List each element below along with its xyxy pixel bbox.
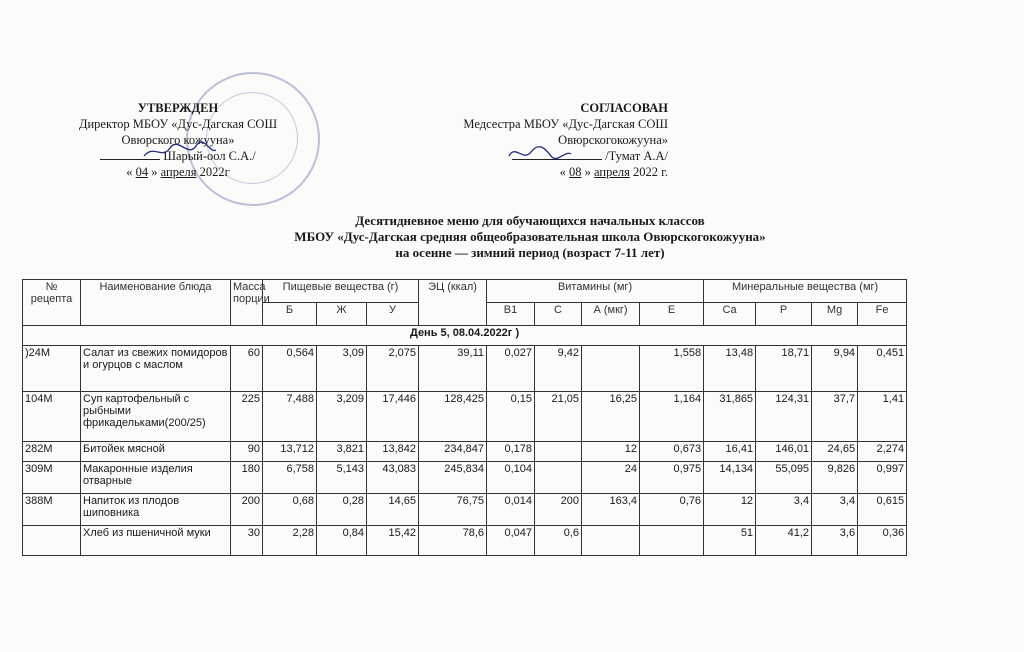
cell-u: 14,65 [367,494,419,526]
cell-v1: 0,047 [487,526,535,556]
cell-dish: Салат из свежих помидоров и огурцов с маслом [81,346,231,392]
cell-zh: 5,143 [317,462,367,494]
subheader-c: С [535,303,582,326]
cell-mg: 9,826 [812,462,858,494]
subheader-mg: Mg [812,303,858,326]
cell-a: 163,4 [582,494,640,526]
cell-a [582,526,640,556]
approved-title: УТВЕРЖДЕН [137,101,219,115]
table-row [23,392,907,442]
agreed-position: Медсестра МБОУ «Дус-Дагская СОШ [463,117,668,131]
nurse-signature [505,142,575,164]
cell-v1: 0,178 [487,442,535,462]
header-mass: Масса порции [231,280,263,326]
cell-ca: 16,41 [704,442,756,462]
cell-zh: 0,84 [317,526,367,556]
cell-ca: 51 [704,526,756,556]
table-row [23,494,907,526]
subheader-b1: В1 [487,303,535,326]
cell-c [535,442,582,462]
cell-mass: 60 [231,346,263,392]
agreed-name: /Тумат А.А/ [605,149,668,163]
cell-recipe: 282М [23,442,81,462]
agreed-title: СОГЛАСОВАН [580,101,668,115]
cell-recipe: 388М [23,494,81,526]
cell-p: 55,095 [756,462,812,494]
cell-mass: 30 [231,526,263,556]
cell-fe: 0,615 [858,494,907,526]
cell-v1: 0,104 [487,462,535,494]
subheader-ca: Ca [704,303,756,326]
header-minerals: Минеральные вещества (мг) [704,280,907,303]
cell-p: 41,2 [756,526,812,556]
cell-e: 234,847 [419,442,487,462]
subheader-protein: Б [263,303,317,326]
approved-position: Директор МБОУ «Дус-Дагская СОШ [78,117,278,131]
header-nutrients: Пищевые вещества (г) [263,280,419,303]
cell-ca: 14,134 [704,462,756,494]
cell-recipe [23,526,81,556]
subheader-p: P [756,303,812,326]
table-row [23,462,907,494]
cell-zh: 3,209 [317,392,367,442]
agreement-block: СОГЛАСОВАН Медсестра МБОУ «Дус-Дагская СОШ Овюрскогокожууна» /Тумат А.А/ « 08 » апреля 2022 г. [428,100,668,180]
cell-p: 146,01 [756,442,812,462]
cell-u: 17,446 [367,392,419,442]
cell-mg: 24,65 [812,442,858,462]
cell-v1: 0,15 [487,392,535,442]
cell-mg: 37,7 [812,392,858,442]
cell-mg: 3,4 [812,494,858,526]
cell-b: 0,564 [263,346,317,392]
cell-ve: 0,975 [640,462,704,494]
cell-fe: 0,451 [858,346,907,392]
title-line-2: МБОУ «Дус-Дагская средняя общеобразовательная школа Овюрскогокожууна» [294,229,766,244]
cell-e: 76,75 [419,494,487,526]
cell-ve: 0,673 [640,442,704,462]
table-row [23,526,907,556]
director-signature [140,140,220,162]
cell-a: 24 [582,462,640,494]
header-dish: Наименование блюда [81,280,231,326]
cell-zh: 3,09 [317,346,367,392]
agreed-date-year: 2022 г. [633,165,668,179]
table-row [23,442,907,462]
subheader-carbs: У [367,303,419,326]
cell-mg: 3,6 [812,526,858,556]
approved-date-day: 04 [135,165,149,179]
header-vitamins: Витамины (мг) [487,280,704,303]
approval-block: УТВЕРЖДЕН Директор МБОУ «Дус-Дагская СОШ Овюрского кожууна» Шарый-оол С.А./ « 04 » апреля 2022г [62,100,294,180]
cell-mg: 9,94 [812,346,858,392]
approved-organization: Овюрского кожууна» [121,133,235,147]
document-title [150,213,910,261]
cell-b: 13,712 [263,442,317,462]
cell-ca: 12 [704,494,756,526]
cell-c [535,462,582,494]
cell-v1: 0,027 [487,346,535,392]
cell-recipe: )24М [23,346,81,392]
cell-recipe: 104М [23,392,81,442]
cell-p: 3,4 [756,494,812,526]
cell-e: 245,834 [419,462,487,494]
cell-u: 15,42 [367,526,419,556]
cell-recipe: 309М [23,462,81,494]
cell-fe: 0,36 [858,526,907,556]
cell-e: 128,425 [419,392,487,442]
cell-c: 21,05 [535,392,582,442]
cell-ve: 1,164 [640,392,704,442]
cell-mass: 200 [231,494,263,526]
approved-date-year: 2022г [199,165,230,179]
cell-dish: Напиток из плодов шиповника [81,494,231,526]
agreed-date-day: 08 [569,165,582,179]
cell-dish: Макаронные изделия отварные [81,462,231,494]
approved-name: Шарый-оол С.А./ [163,149,256,163]
cell-b: 7,488 [263,392,317,442]
cell-p: 18,71 [756,346,812,392]
cell-ve: 0,76 [640,494,704,526]
cell-mass: 90 [231,442,263,462]
cell-a [582,346,640,392]
subheader-e: Е [640,303,704,326]
cell-mass: 180 [231,462,263,494]
title-line-1: Десятидневное меню для обучающихся начальных классов [355,213,705,228]
cell-mass: 225 [231,392,263,442]
cell-b: 2,28 [263,526,317,556]
subheader-a: А (мкг) [582,303,640,326]
cell-v1: 0,014 [487,494,535,526]
cell-b: 0,68 [263,494,317,526]
cell-c: 200 [535,494,582,526]
header-recipe: № рецепта [23,280,81,326]
title-line-3: на осенне — зимний период (возраст 7-11 лет) [395,245,665,260]
cell-zh: 3,821 [317,442,367,462]
cell-dish: Хлеб из пшеничной муки [81,526,231,556]
header-energy: ЭЦ (ккал) [419,280,487,326]
subheader-fat: Ж [317,303,367,326]
cell-dish: Суп картофельный с рыбными фрикадельками(200/25) [81,392,231,442]
cell-zh: 0,28 [317,494,367,526]
subheader-fe: Fe [858,303,907,326]
cell-a: 12 [582,442,640,462]
cell-b: 6,758 [263,462,317,494]
cell-e: 78,6 [419,526,487,556]
menu-table [22,279,907,556]
agreed-organization: Овюрскогокожууна» [558,133,668,147]
cell-fe: 1,41 [858,392,907,442]
cell-fe: 2,274 [858,442,907,462]
cell-ve [640,526,704,556]
cell-p: 124,31 [756,392,812,442]
cell-c: 9,42 [535,346,582,392]
cell-ca: 31,865 [704,392,756,442]
cell-a: 16,25 [582,392,640,442]
cell-u: 2,075 [367,346,419,392]
cell-ca: 13,48 [704,346,756,392]
cell-u: 43,083 [367,462,419,494]
cell-ve: 1,558 [640,346,704,392]
approved-date-month: апреля [160,165,197,179]
cell-e: 39,11 [419,346,487,392]
table-row [23,346,907,392]
agreed-date-month: апреля [594,165,630,179]
cell-dish: Битойек мясной [81,442,231,462]
day-label: День 5, 08.04.2022г ) [23,326,907,346]
cell-c: 0,6 [535,526,582,556]
cell-fe: 0,997 [858,462,907,494]
cell-u: 13,842 [367,442,419,462]
